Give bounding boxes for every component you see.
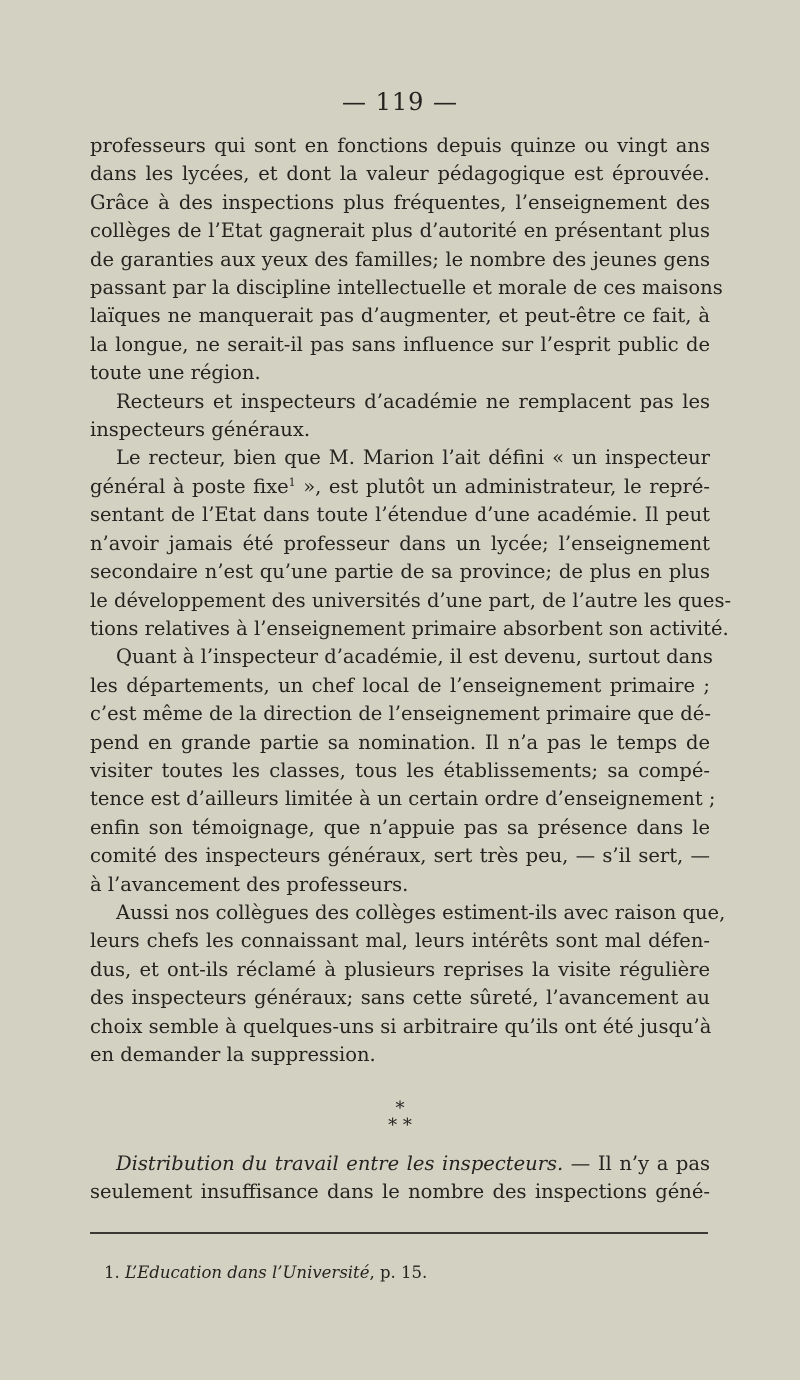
text-fragment: — Il n’y a pas	[563, 1152, 710, 1175]
paragraph-2	[90, 388, 710, 445]
text-line: enfin son témoignage, que n’appuie pas sa présence dans le	[90, 815, 710, 839]
section-break-asterism	[0, 1100, 800, 1134]
text-line: pend en grande partie sa nomination. Il n’a pas le temps de	[90, 730, 710, 754]
footnote	[104, 1262, 427, 1284]
text-line: professeurs qui sont en fonctions depuis quinze ou vingt ans	[90, 134, 710, 157]
text-line: n’avoir jamais été professeur dans un lycée; l’enseignement	[90, 531, 710, 555]
text-line: collèges de l’Etat gagnerait plus d’autorité en présentant plus	[90, 219, 710, 243]
text-line: des inspecteurs généraux; sans cette sûreté, l’avancement au	[90, 986, 710, 1010]
footnote-marker: 1.	[104, 1263, 120, 1282]
text-line: dus, et ont-ils réclamé à plusieurs reprises la visite régulière	[90, 957, 710, 981]
text-line: laïques ne manquerait pas d’augmenter, et peut-être ce fait, à	[90, 304, 710, 328]
text-line: Aussi nos collègues des collèges estiment-ils avec raison que,	[116, 900, 726, 924]
asterism-bottom: * *	[388, 1115, 412, 1136]
text-fragment: », est plutôt un administrateur, le repré-	[295, 474, 710, 498]
text-line: à l’avancement des professeurs.	[90, 872, 409, 896]
text-line: dans les lycées, et dont la valeur pédagogique est éprouvée.	[90, 162, 710, 186]
footnote-divider	[90, 1232, 708, 1234]
text-line: visiter toutes les classes, tous les établissements; sa compé-	[90, 758, 710, 782]
page-number: — 119 —	[341, 88, 459, 116]
paragraph-4	[90, 643, 716, 899]
text-line: Recteurs et inspecteurs d’académie ne remplacent pas les	[116, 389, 710, 413]
text-line: Le recteur, bien que M. Marion l’ait défini « un inspecteur	[116, 446, 710, 470]
text-line: inspecteurs généraux.	[90, 418, 311, 442]
paragraph-1	[90, 132, 723, 388]
paragraph-3	[90, 444, 732, 643]
text-line: les départements, un chef local de l’enseignement primaire ;	[90, 673, 710, 697]
text-line: sentant de l’Etat dans toute l’étendue d’une académie. Il peut	[90, 503, 710, 527]
asterism-top: *	[395, 1098, 405, 1119]
text-line: le développement des universités d’une part, de l’autre les ques-	[90, 588, 732, 612]
section-title: Distribution du travail entre les inspecteurs.	[116, 1152, 564, 1175]
text-line: tions relatives à l’enseignement primaire absorbent son activité.	[90, 616, 729, 640]
text-line: Quant à l’inspecteur d’académie, il est devenu, surtout dans	[116, 645, 713, 669]
text-line: secondaire n’est qu’une partie de sa province; de plus en plus	[90, 560, 710, 584]
paragraph-5	[90, 899, 726, 1069]
text-line: en demander la suppression.	[90, 1043, 376, 1066]
text-line: comité des inspecteurs généraux, sert très peu, — s’il sert, —	[90, 844, 710, 868]
text-line: tence est d’ailleurs limitée à un certain ordre d’enseignement ;	[90, 787, 716, 811]
footnote-title: L’Education dans l’Université	[125, 1263, 370, 1282]
section-opening	[90, 1150, 710, 1207]
text-line: c’est même de la direction de l’enseignement primaire que dé-	[90, 702, 711, 726]
text-line: passant par la discipline intellectuelle et morale de ces maisons	[90, 276, 723, 300]
text-line: leurs chefs les connaissant mal, leurs intérêts sont mal défen-	[90, 929, 710, 953]
text-line: toute une région.	[90, 361, 261, 385]
section-first-line	[90, 1150, 710, 1178]
text-line: choix semble à quelques-uns si arbitraire qu’ils ont été jusqu’à	[90, 1014, 712, 1038]
text-line-with-note	[90, 473, 710, 501]
text-line: Grâce à des inspections plus fréquentes, l’enseignement des	[90, 190, 710, 214]
text-line: de garanties aux yeux des familles; le nombre des jeunes gens	[90, 247, 710, 271]
body-text	[90, 132, 732, 1069]
footnote-reference: 1	[288, 475, 296, 489]
text-line: seulement insuffisance dans le nombre des inspections géné-	[90, 1180, 710, 1204]
text-line: la longue, ne serait-il pas sans influence sur l’esprit public de	[90, 332, 710, 356]
text-fragment: général à poste fixe	[90, 474, 289, 498]
footnote-rest: , p. 15.	[369, 1263, 428, 1282]
